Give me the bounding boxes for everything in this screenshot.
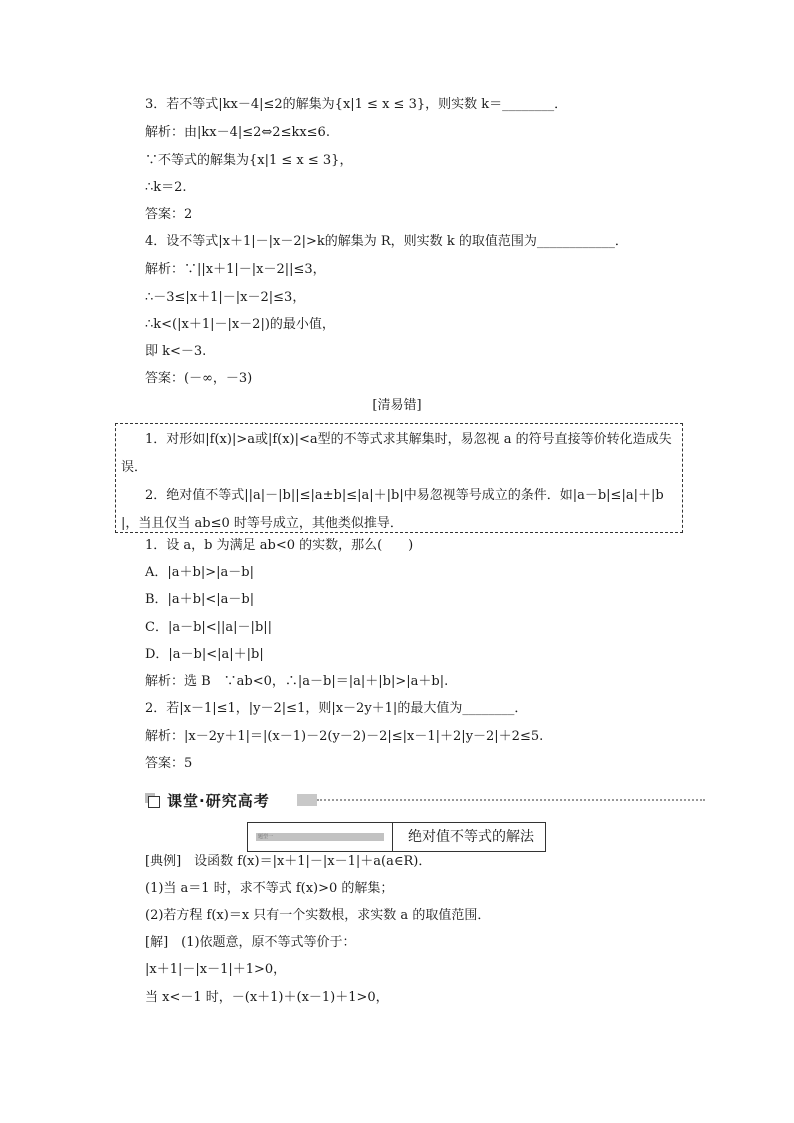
solution-line: [解] (1)依题意，原不等式等价于： [145, 935, 356, 950]
analysis-line: 解析：∵||x＋1|－|x－2||≤3， [145, 262, 326, 277]
tip-paragraph: 1．对形如|f(x)|>a或|f(x)|<a型的不等式求其解集时，易忽视 a 的符号直接等价转化造成失误． [121, 432, 672, 475]
topic-tag: 题型一 [256, 833, 384, 841]
topic-title: 绝对值不等式的解法 [408, 829, 534, 845]
problem-4: 4．设不等式|x＋1|－|x－2|>k的解集为 R，则实数 k 的取值范围为____________． [145, 234, 628, 249]
exercise-2: 2．若|x－1|≤1，|y－2|≤1，则|x－2y＋1|的最大值为________． [145, 701, 528, 716]
exercise-1: 1．设 a，b 为满足 ab<0 的实数，那么( ) [145, 538, 414, 553]
analysis-line: 即 k<－3. [145, 344, 207, 359]
example-line: [典例] 设函数 f(x)＝|x＋1|－|x－1|＋a(a∈R)． [145, 854, 432, 869]
solution-line: |x＋1|－|x－1|＋1>0， [145, 962, 287, 977]
answer-line: 答案：(－∞，－3) [145, 371, 253, 386]
option-c: C．|a－b|<||a|－|b|| [145, 620, 273, 635]
section-label-common-errors: [清易错] [372, 398, 422, 413]
example-part-1: (1)当 a＝1 时，求不等式 f(x)>0 的解集； [145, 881, 394, 896]
answer-line: 答案：2 [145, 207, 193, 222]
section-square-icon [148, 796, 160, 808]
analysis-line: ∴k＝2. [145, 180, 187, 195]
topic-box [247, 822, 546, 852]
problem-3: 3．若不等式|kx－4|≤2的解集为{x|1 ≤ x ≤ 3}，则实数 k＝________． [145, 97, 568, 112]
section-title: 课堂·研究高考 [167, 792, 270, 810]
section-dotted-rule [317, 799, 705, 801]
section-grey-block [297, 794, 317, 806]
topic-divider [392, 823, 393, 851]
analysis-line: 解析：|x－2y＋1|＝|(x－1)－2(y－2)－2|≤|x－1|＋2|y－2|＋2≤5. [145, 729, 544, 744]
option-d: D．|a－b|<|a|＋|b| [145, 647, 264, 662]
tip-paragraph: 2．绝对值不等式||a|－|b||≤|a±b|≤|a|＋|b|中易忽视等号成立的条件．如|a－b|≤|a|＋|b|，当且仅当 ab≤0 时等号成立，其他类似推导． [121, 488, 664, 531]
analysis-line: 解析：由|kx－4|≤2⇔2≤kx≤6. [145, 125, 330, 140]
analysis-line: ∴－3≤|x＋1|－|x－2|≤3， [145, 290, 306, 305]
option-b: B．|a＋b|<|a－b| [145, 592, 255, 607]
answer-line: 答案：5 [145, 756, 193, 771]
option-a: A．|a＋b|>|a－b| [145, 565, 254, 580]
section-header [145, 790, 705, 812]
analysis-line: ∵不等式的解集为{x|1 ≤ x ≤ 3}， [145, 153, 353, 168]
analysis-line: ∴k<(|x＋1|－|x－2|)的最小值， [145, 317, 335, 332]
analysis-line: 解析：选 B ∵ab<0，∴|a－b|＝|a|＋|b|>|a＋b|. [145, 674, 449, 689]
solution-line: 当 x<－1 时，－(x＋1)＋(x－1)＋1>0， [145, 990, 389, 1005]
common-errors-box [115, 423, 683, 533]
example-part-2: (2)若方程 f(x)＝x 只有一个实数根，求实数 a 的取值范围． [145, 908, 491, 923]
